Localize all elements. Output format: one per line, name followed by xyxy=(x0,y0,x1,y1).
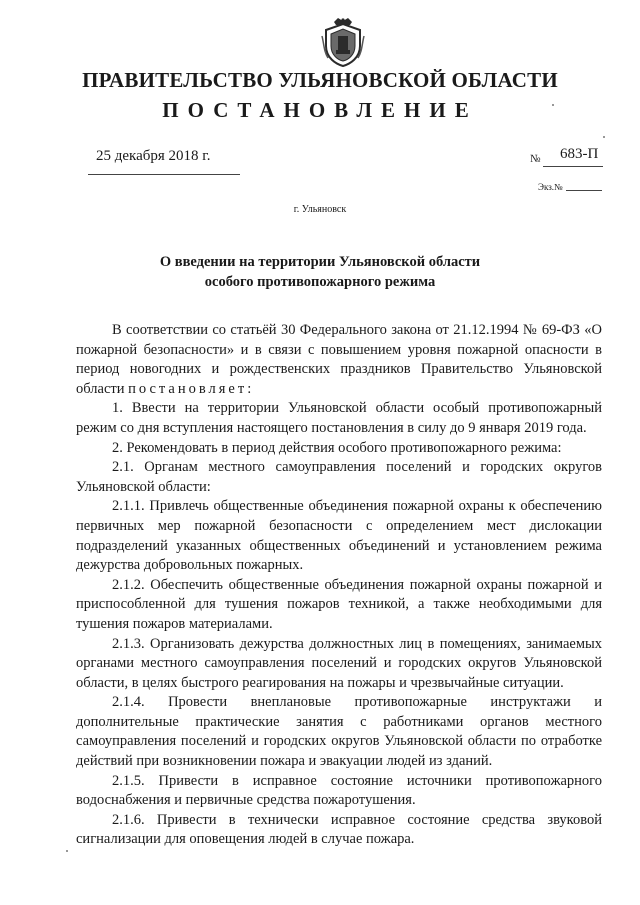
paragraph-2-1: 2.1. Органам местного самоуправления поселений и городских округов Ульяновской области: xyxy=(76,459,602,495)
document-body xyxy=(76,321,602,850)
date-underline xyxy=(88,174,240,175)
paragraph-2: 2. Рекомендовать в период действия особого противопожарного режима: xyxy=(112,439,562,456)
title-line-2: особого противопожарного режима xyxy=(204,274,436,290)
city: г. Ульяновск xyxy=(293,204,347,215)
paragraph-2-1-2: 2.1.2. Обеспечить общественные объединения пожарной охраны пожарной и приспособленной для тушения пожаров техникой, а также необходимыми для тушения пожаров материалами. xyxy=(76,576,602,632)
document-title xyxy=(0,252,640,292)
title-line-1: О введении на территории Ульяновской области xyxy=(159,254,481,270)
paragraph-2-1-6: 2.1.6. Привести в технически исправное состояние средства звуковой сигнализации для оповещения людей в случае пожара. xyxy=(76,811,602,848)
scan-speck xyxy=(552,104,554,106)
coat-of-arms-icon xyxy=(320,16,366,68)
government-name: ПРАВИТЕЛЬСТВО УЛЬЯНОВСКОЙ ОБЛАСТИ xyxy=(82,68,558,92)
paragraph-2-1-4: 2.1.4. Провести внеплановые противопожарные инструктажи и дополнительные практические занятия с работниками органов местного самоуправления поселений и городских округов Ульяновской области по отработке действий при возникновении пожара и эвакуации людей из зданий. xyxy=(76,694,602,770)
paragraph-2-1-3: 2.1.3. Организовать дежурства должностных лиц в помещениях, занимаемых органами местного самоуправления поселений и городских округов Ульяновской области, в целях быстрого реагирования на пожары и чрезвычайные ситуации. xyxy=(76,635,602,691)
paragraph-intro xyxy=(76,321,602,399)
paragraph-2-1-5: 2.1.5. Привести в исправное состояние источники противопожарного водоснабжения и первичные средства пожаротушения. xyxy=(76,772,602,809)
intro-action: постановляет: xyxy=(128,380,255,397)
scan-speck xyxy=(66,850,68,852)
paragraph-1: 1. Ввести на территории Ульяновской области особый противопожарный режим со дня вступления настоящего постановления в силу до 9 января 2019 года. xyxy=(76,400,602,436)
number-underline xyxy=(543,166,603,167)
intro-text: В соответствии со статьёй 30 Федерального закона от 21.12.1994 № 69-ФЗ «О пожарной безопасности» и в связи с повышением уровня пожарной опасности в период новогодних и рождественских праздников Правительство Ульяновской области xyxy=(76,322,602,397)
copy-number-underline xyxy=(566,190,602,191)
document-number: 683-П xyxy=(560,146,599,162)
copy-number-label: Экз.№ xyxy=(538,182,563,192)
number-label: № xyxy=(530,153,541,165)
scan-speck xyxy=(603,136,605,138)
document-type: ПОСТАНОВЛЕНИЕ xyxy=(162,98,478,122)
document-date: 25 декабря 2018 г. xyxy=(96,148,211,164)
paragraph-2-1-1: 2.1.1. Привлечь общественные объединения пожарной охраны к обеспечению первичных мер пожарной безопасности с определением мест дислокации подразделений указанных общественных объединений и установлением режима дежурства добровольных пожарных. xyxy=(76,498,602,574)
